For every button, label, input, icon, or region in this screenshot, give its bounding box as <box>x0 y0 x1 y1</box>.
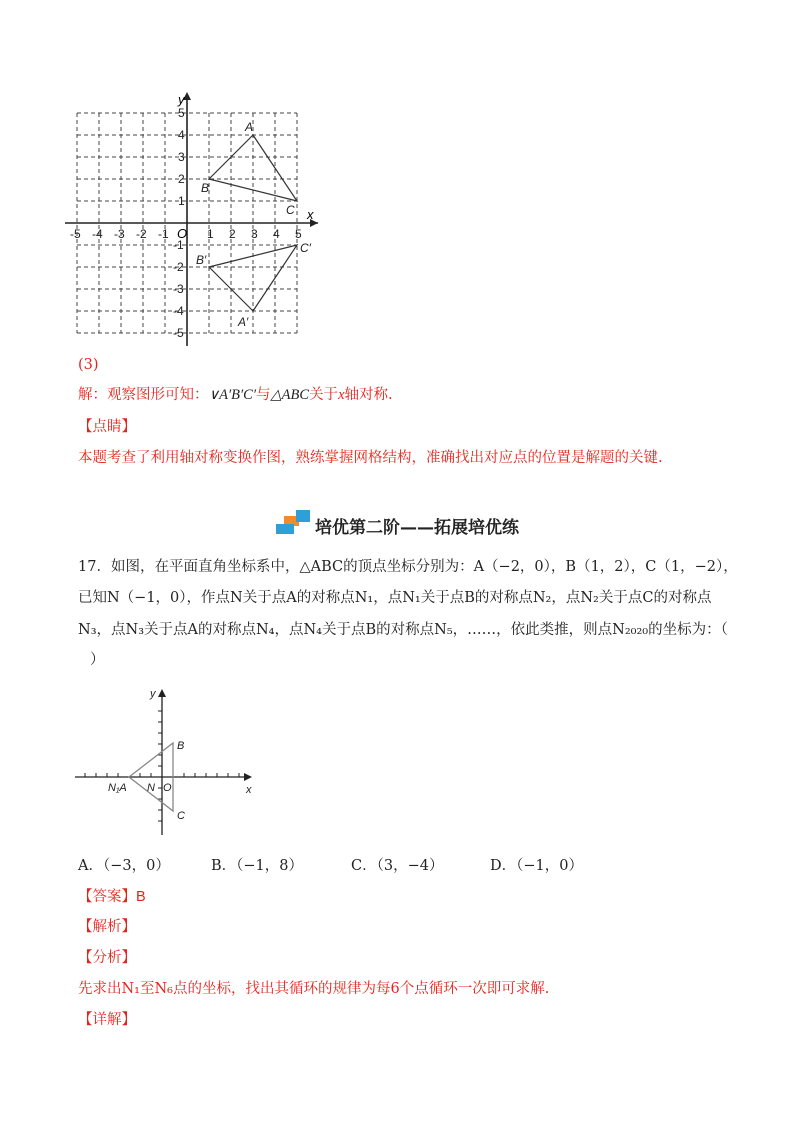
option-c[interactable]: C．（3，−4） <box>351 858 444 874</box>
y-tick: 3 <box>178 150 185 164</box>
origin-label: O <box>163 782 172 794</box>
y-tick: 2 <box>178 172 185 186</box>
origin-label: O <box>177 226 188 241</box>
section-icon <box>274 510 312 536</box>
axis-variable: x <box>338 387 345 403</box>
point-label-n: N <box>147 782 155 794</box>
y-tick: -4 <box>173 304 184 318</box>
x-tick: 2 <box>229 227 236 241</box>
answer-part-label: (3) <box>78 357 99 373</box>
x-tick: -2 <box>136 227 147 241</box>
solution-prefix: 解：观察图形可知： <box>78 387 209 403</box>
x-tick: -3 <box>114 227 125 241</box>
x-axis-label: x <box>246 784 252 796</box>
coordinate-grid-figure <box>60 88 330 353</box>
fenxi-label: 【分析】 <box>78 950 136 966</box>
answer-label: 【答案】 <box>78 889 136 905</box>
point-label-a: A <box>245 120 254 134</box>
x-axis-label: x <box>307 207 314 222</box>
triangle-a2b2c2-symbol: ∨A′B′C′ <box>208 387 257 403</box>
x-tick: 1 <box>207 227 214 241</box>
answer-line <box>78 887 146 907</box>
fenxi-text: 先求出N₁至N₆点的坐标，找出其循环的规律为每6个点循环一次即可求解. <box>78 981 550 997</box>
x-tick: -4 <box>92 227 103 241</box>
y-tick: -1 <box>173 238 184 252</box>
question-17-line-3: N₃，点N₃关于点A的对称点N₄，点N₄关于点B的对称点N₅，……，依此类推，则点N₂₀₂₀的坐标为：（ <box>78 622 728 638</box>
dianjing-text: 本题考查了利用轴对称变换作图，熟练掌握网格结构，准确找出对应点的位置是解题的关键. <box>78 450 663 466</box>
question-17-figure <box>70 685 270 840</box>
point-label-a-prime: A′ <box>238 315 249 329</box>
x-tick: 5 <box>295 227 302 241</box>
solution-connector: 与 <box>256 387 271 403</box>
solution-relation: 关于 <box>309 387 339 403</box>
xiangjie-label: 【详解】 <box>78 1012 136 1028</box>
dianjing-label: 【点睛】 <box>78 419 136 435</box>
x-tick: -1 <box>158 227 169 241</box>
y-tick: -2 <box>173 260 184 274</box>
x-axis-arrow <box>244 773 252 781</box>
point-label-b: B <box>201 181 210 195</box>
answer-solution-line <box>78 385 393 405</box>
x-tick: 4 <box>273 227 280 241</box>
y-tick: 1 <box>178 194 185 208</box>
y-tick: -3 <box>173 282 184 296</box>
y-axis-arrow <box>158 689 166 697</box>
point-label-c-prime: C′ <box>300 241 311 255</box>
jiexi-label: 【解析】 <box>78 919 136 935</box>
point-label-n1-a: N₁A <box>108 782 127 794</box>
point-label-b: B <box>177 740 185 752</box>
question-17-line-4: ） <box>90 652 105 668</box>
option-a[interactable]: A．（−3，0） <box>78 858 170 874</box>
y-tick: 5 <box>178 106 185 120</box>
option-d[interactable]: D．（−1，0） <box>490 858 583 874</box>
section-icon-blue-block-top <box>296 510 310 522</box>
x-tick: 3 <box>251 227 258 241</box>
y-axis-label: y <box>150 688 156 700</box>
question-17-line-1: 17．如图，在平面直角坐标系中，△ABC的顶点坐标分别为：A（−2，0），B（1，2），C（1，−2）， <box>78 559 738 575</box>
point-label-b-prime: B′ <box>196 253 207 267</box>
triangle-abc-symbol: △ABC <box>270 387 310 403</box>
question-17-line-2: 已知N（−1，0），作点N关于点A的对称点N₁，点N₁关于点B的对称点N₂，点N₂关于点C的对称点 <box>78 590 712 606</box>
solution-ending: 轴对称. <box>344 387 393 403</box>
option-b[interactable]: B．（−1，8） <box>211 858 304 874</box>
section-icon-blue-block-bottom <box>276 524 294 534</box>
x-tick: -5 <box>70 227 81 241</box>
y-tick: 4 <box>178 128 185 142</box>
point-label-c: C <box>177 810 185 822</box>
section-title: 培优第二阶——拓展培优练 <box>315 518 519 538</box>
answer-value: B <box>136 889 146 905</box>
y-axis-label: y <box>178 92 185 107</box>
point-label-c: C <box>286 203 295 217</box>
y-tick: -5 <box>173 326 184 340</box>
